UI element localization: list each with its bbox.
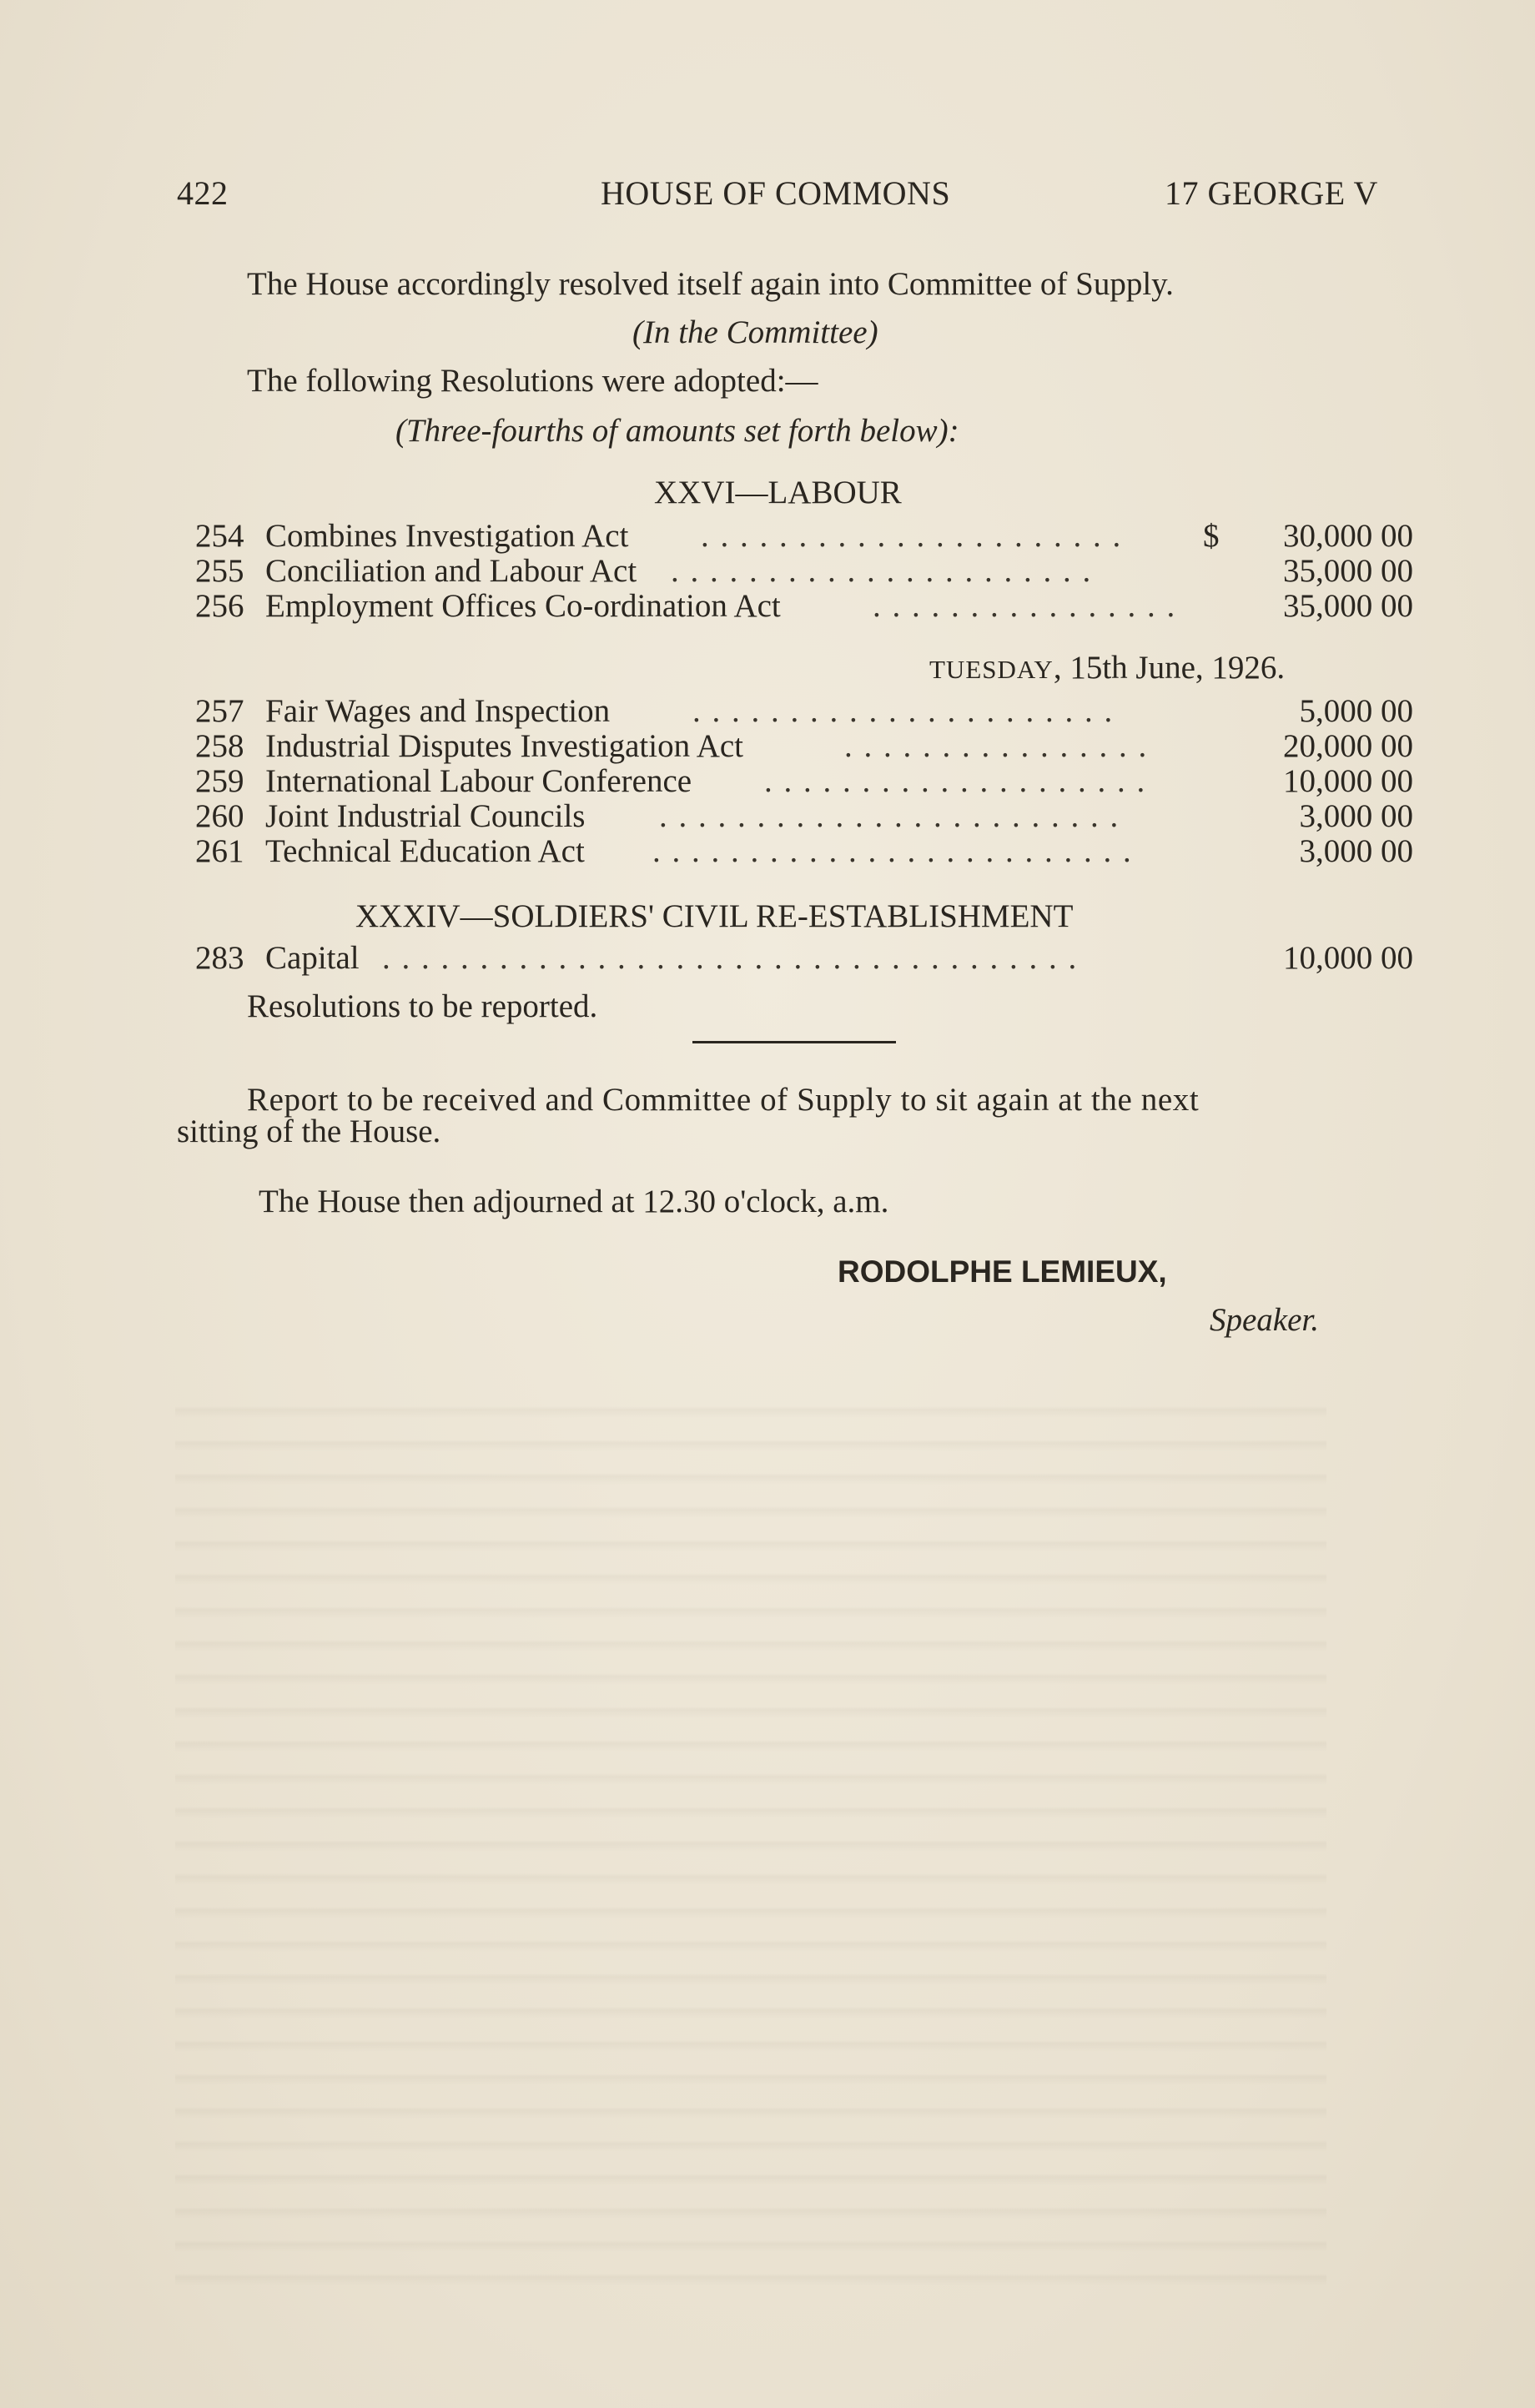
table-row xyxy=(195,517,1413,555)
leader-dots: . . . . . . . . . . . . . . . . . . . . . . . . . . . . . . . . . . . . xyxy=(382,940,1079,976)
report-line-2: sitting of the House. xyxy=(177,1114,441,1149)
intro-line-1: The House accordingly resolved itself again into Committee of Supply. xyxy=(247,266,1174,302)
item-amount: 10,000 00 xyxy=(1283,940,1413,976)
item-amount: 35,000 00 xyxy=(1283,588,1413,624)
item-label: Industrial Disputes Investigation Act xyxy=(265,728,744,764)
leader-dots: . . . . . . . . . . . . . . . . . . . . . . xyxy=(671,553,1093,589)
item-label: Combines Investigation Act xyxy=(265,518,629,554)
leader-dots: . . . . . . . . . . . . . . . . . . . . . . . . . xyxy=(652,833,1133,869)
item-number: 257 xyxy=(195,693,244,729)
item-amount: 20,000 00 xyxy=(1283,728,1413,764)
intro-committee: (In the Committee) xyxy=(632,314,878,350)
regnal-year: 17 GEORGE V xyxy=(1165,174,1378,212)
table-row xyxy=(195,762,1413,801)
item-amount: 35,000 00 xyxy=(1283,553,1413,589)
intro-amounts-note: (Three-fourths of amounts set forth below): xyxy=(395,413,959,449)
intro-line-3: The following Resolutions were adopted:— xyxy=(247,363,818,399)
leader-dots: . . . . . . . . . . . . . . . . xyxy=(873,588,1177,624)
leader-dots: . . . . . . . . . . . . . . . . . . . . . . xyxy=(692,693,1115,729)
item-amount: 30,000 00 xyxy=(1283,518,1413,554)
dollar-sign: $ xyxy=(1203,518,1220,554)
leader-dots: . . . . . . . . . . . . . . . . . . . . . . xyxy=(701,518,1123,554)
item-number: 258 xyxy=(195,728,244,764)
adjourn-line: The House then adjourned at 12.30 o'clock, a.m. xyxy=(259,1184,889,1219)
item-number: 261 xyxy=(195,833,244,869)
date-weekday: TUESDAY xyxy=(929,655,1054,684)
item-number: 254 xyxy=(195,518,244,554)
item-amount: 3,000 00 xyxy=(1299,833,1413,869)
table-row xyxy=(195,552,1413,591)
page-number: 422 xyxy=(177,174,229,212)
show-through-texture xyxy=(175,1385,1326,2302)
table-row xyxy=(195,797,1413,836)
item-label: Fair Wages and Inspection xyxy=(265,693,611,729)
item-amount: 5,000 00 xyxy=(1299,693,1413,729)
item-number: 283 xyxy=(195,940,244,976)
leader-dots: . . . . . . . . . . . . . . . . . . . . xyxy=(764,763,1147,799)
item-label: Technical Education Act xyxy=(265,833,585,869)
table-row xyxy=(195,692,1413,731)
item-amount: 10,000 00 xyxy=(1283,763,1413,799)
section-divider xyxy=(692,1041,896,1043)
speaker-name: RODOLPHE LEMIEUX, xyxy=(838,1254,1167,1289)
section-heading-soldiers: XXXIV—SOLDIERS' CIVIL RE-ESTABLISHMENT xyxy=(355,898,1074,934)
resolutions-reported: Resolutions to be reported. xyxy=(247,988,598,1024)
item-number: 259 xyxy=(195,763,244,799)
table-row xyxy=(195,832,1413,871)
running-title: HOUSE OF COMMONS xyxy=(601,174,951,212)
leader-dots: . . . . . . . . . . . . . . . . . . . . . . . . xyxy=(659,798,1120,834)
leader-dots: . . . . . . . . . . . . . . . . xyxy=(844,728,1149,764)
report-line-1: Report to be received and Committee of Supply to sit again at the next xyxy=(247,1082,1200,1118)
date-line xyxy=(929,649,1285,686)
table-row xyxy=(195,587,1413,626)
table-row xyxy=(195,939,1413,978)
speaker-title: Speaker. xyxy=(1210,1302,1320,1338)
item-number: 256 xyxy=(195,588,244,624)
item-label: Employment Offices Co-ordination Act xyxy=(265,588,781,624)
section-heading-labour: XXVI—LABOUR xyxy=(654,475,902,510)
item-label: Capital xyxy=(265,940,360,976)
item-amount: 3,000 00 xyxy=(1299,798,1413,834)
item-number: 260 xyxy=(195,798,244,834)
item-number: 255 xyxy=(195,553,244,589)
table-row xyxy=(195,727,1413,766)
item-label: Joint Industrial Councils xyxy=(265,798,586,834)
item-label: International Labour Conference xyxy=(265,763,692,799)
date-rest: , 15th June, 1926. xyxy=(1053,650,1286,686)
item-label: Conciliation and Labour Act xyxy=(265,553,637,589)
